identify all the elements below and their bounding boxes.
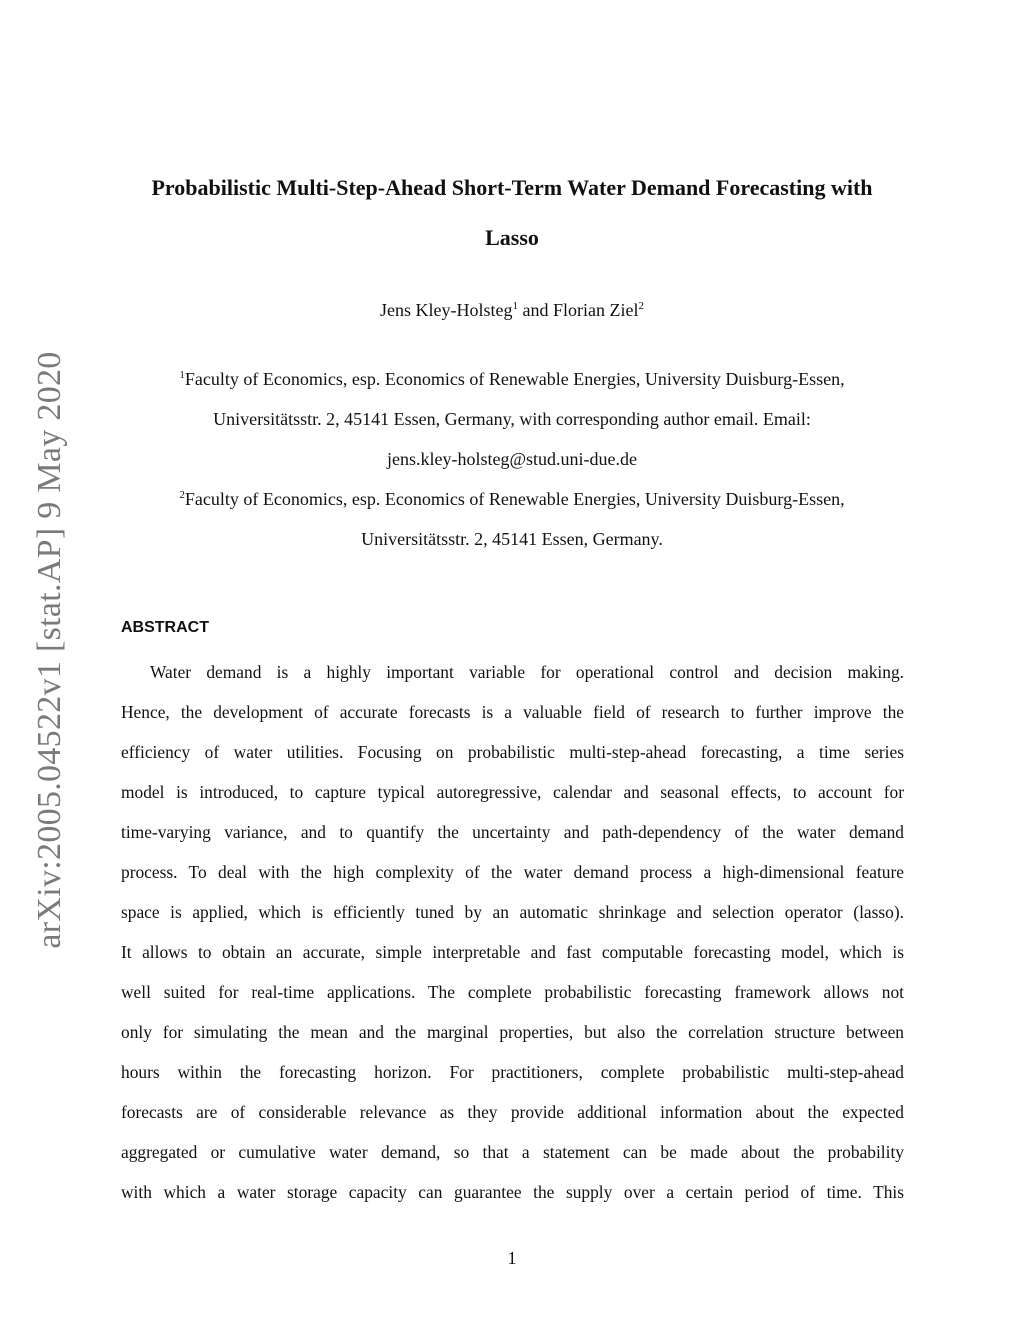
abstract-heading: ABSTRACT (121, 619, 209, 636)
author-list (110, 300, 914, 321)
abstract-line: hours within the forecasting horizon. For practitioners, complete probabilistic multi-step-ahead (121, 1062, 904, 1082)
affiliation-2-line-2: Universitätsstr. 2, 45141 Essen, Germany. (361, 529, 663, 549)
affiliation-text: Faculty of Economics, esp. Economics of Renewable Energies, University Duisburg-Essen, (184, 489, 845, 509)
affiliation-1-line-2: Universitätsstr. 2, 45141 Essen, Germany, with corresponding author email. Email: (213, 409, 811, 429)
abstract-line: aggregated or cumulative water demand, so that a statement can be made about the probability (121, 1142, 904, 1162)
abstract-body (121, 652, 904, 1212)
author-name: Florian Ziel (553, 300, 639, 320)
affiliation-1-email: jens.kley-holsteg@stud.uni-due.de (386, 449, 638, 469)
abstract-line: model is introduced, to capture typical autoregressive, calendar and seasonal effects, to account for (121, 782, 904, 802)
affiliation-mark: 2 (638, 300, 644, 312)
abstract-line: efficiency of water utilities. Focusing on probabilistic multi-step-ahead forecasting, a time series (121, 742, 904, 762)
page-number: 1 (507, 1248, 517, 1268)
abstract-line: only for simulating the mean and the marginal properties, but also the correlation structure between (121, 1022, 904, 1042)
abstract-line: with which a water storage capacity can guarantee the supply over a certain period of time. This (121, 1182, 904, 1202)
affiliation-text: Faculty of Economics, esp. Economics of Renewable Energies, University Duisburg-Essen, (184, 369, 845, 389)
abstract-line: It allows to obtain an accurate, simple interpretable and fast computable forecasting model, which is (121, 942, 904, 962)
author-connector: and (518, 300, 553, 320)
affiliations (110, 359, 914, 559)
abstract-line: process. To deal with the high complexity of the water demand process a high-dimensional feature (121, 862, 904, 882)
paper-title (110, 163, 914, 263)
abstract-line: time-varying variance, and to quantify the uncertainty and path-dependency of the water demand (121, 822, 904, 842)
affiliation-mark: 1 (179, 369, 185, 381)
abstract-line: forecasts are of considerable relevance as they provide additional information about the expected (121, 1102, 904, 1122)
abstract-line: space is applied, which is efficiently tuned by an automatic shrinkage and selection operator (lasso). (121, 902, 904, 922)
author-name: Jens Kley-Holsteg (380, 300, 513, 320)
affiliation-mark: 2 (179, 489, 185, 501)
paper-title-line-2: Lasso (485, 225, 539, 250)
affiliation-1-line-1 (110, 359, 914, 399)
abstract-line: Water demand is a highly important variable for operational control and decision making. (150, 662, 904, 682)
affiliation-2-line-1 (110, 479, 914, 519)
abstract-line: well suited for real-time applications. The complete probabilistic forecasting framework allows not (121, 982, 904, 1002)
arxiv-stamp: arXiv:2005.04522v1 [stat.AP] 9 May 2020 (31, 351, 68, 949)
affiliation-mark: 1 (512, 300, 518, 312)
paper-title-line-1: Probabilistic Multi-Step-Ahead Short-Term Water Demand Forecasting with (151, 175, 873, 200)
abstract-line: Hence, the development of accurate forecasts is a valuable field of research to further improve the (121, 702, 904, 722)
